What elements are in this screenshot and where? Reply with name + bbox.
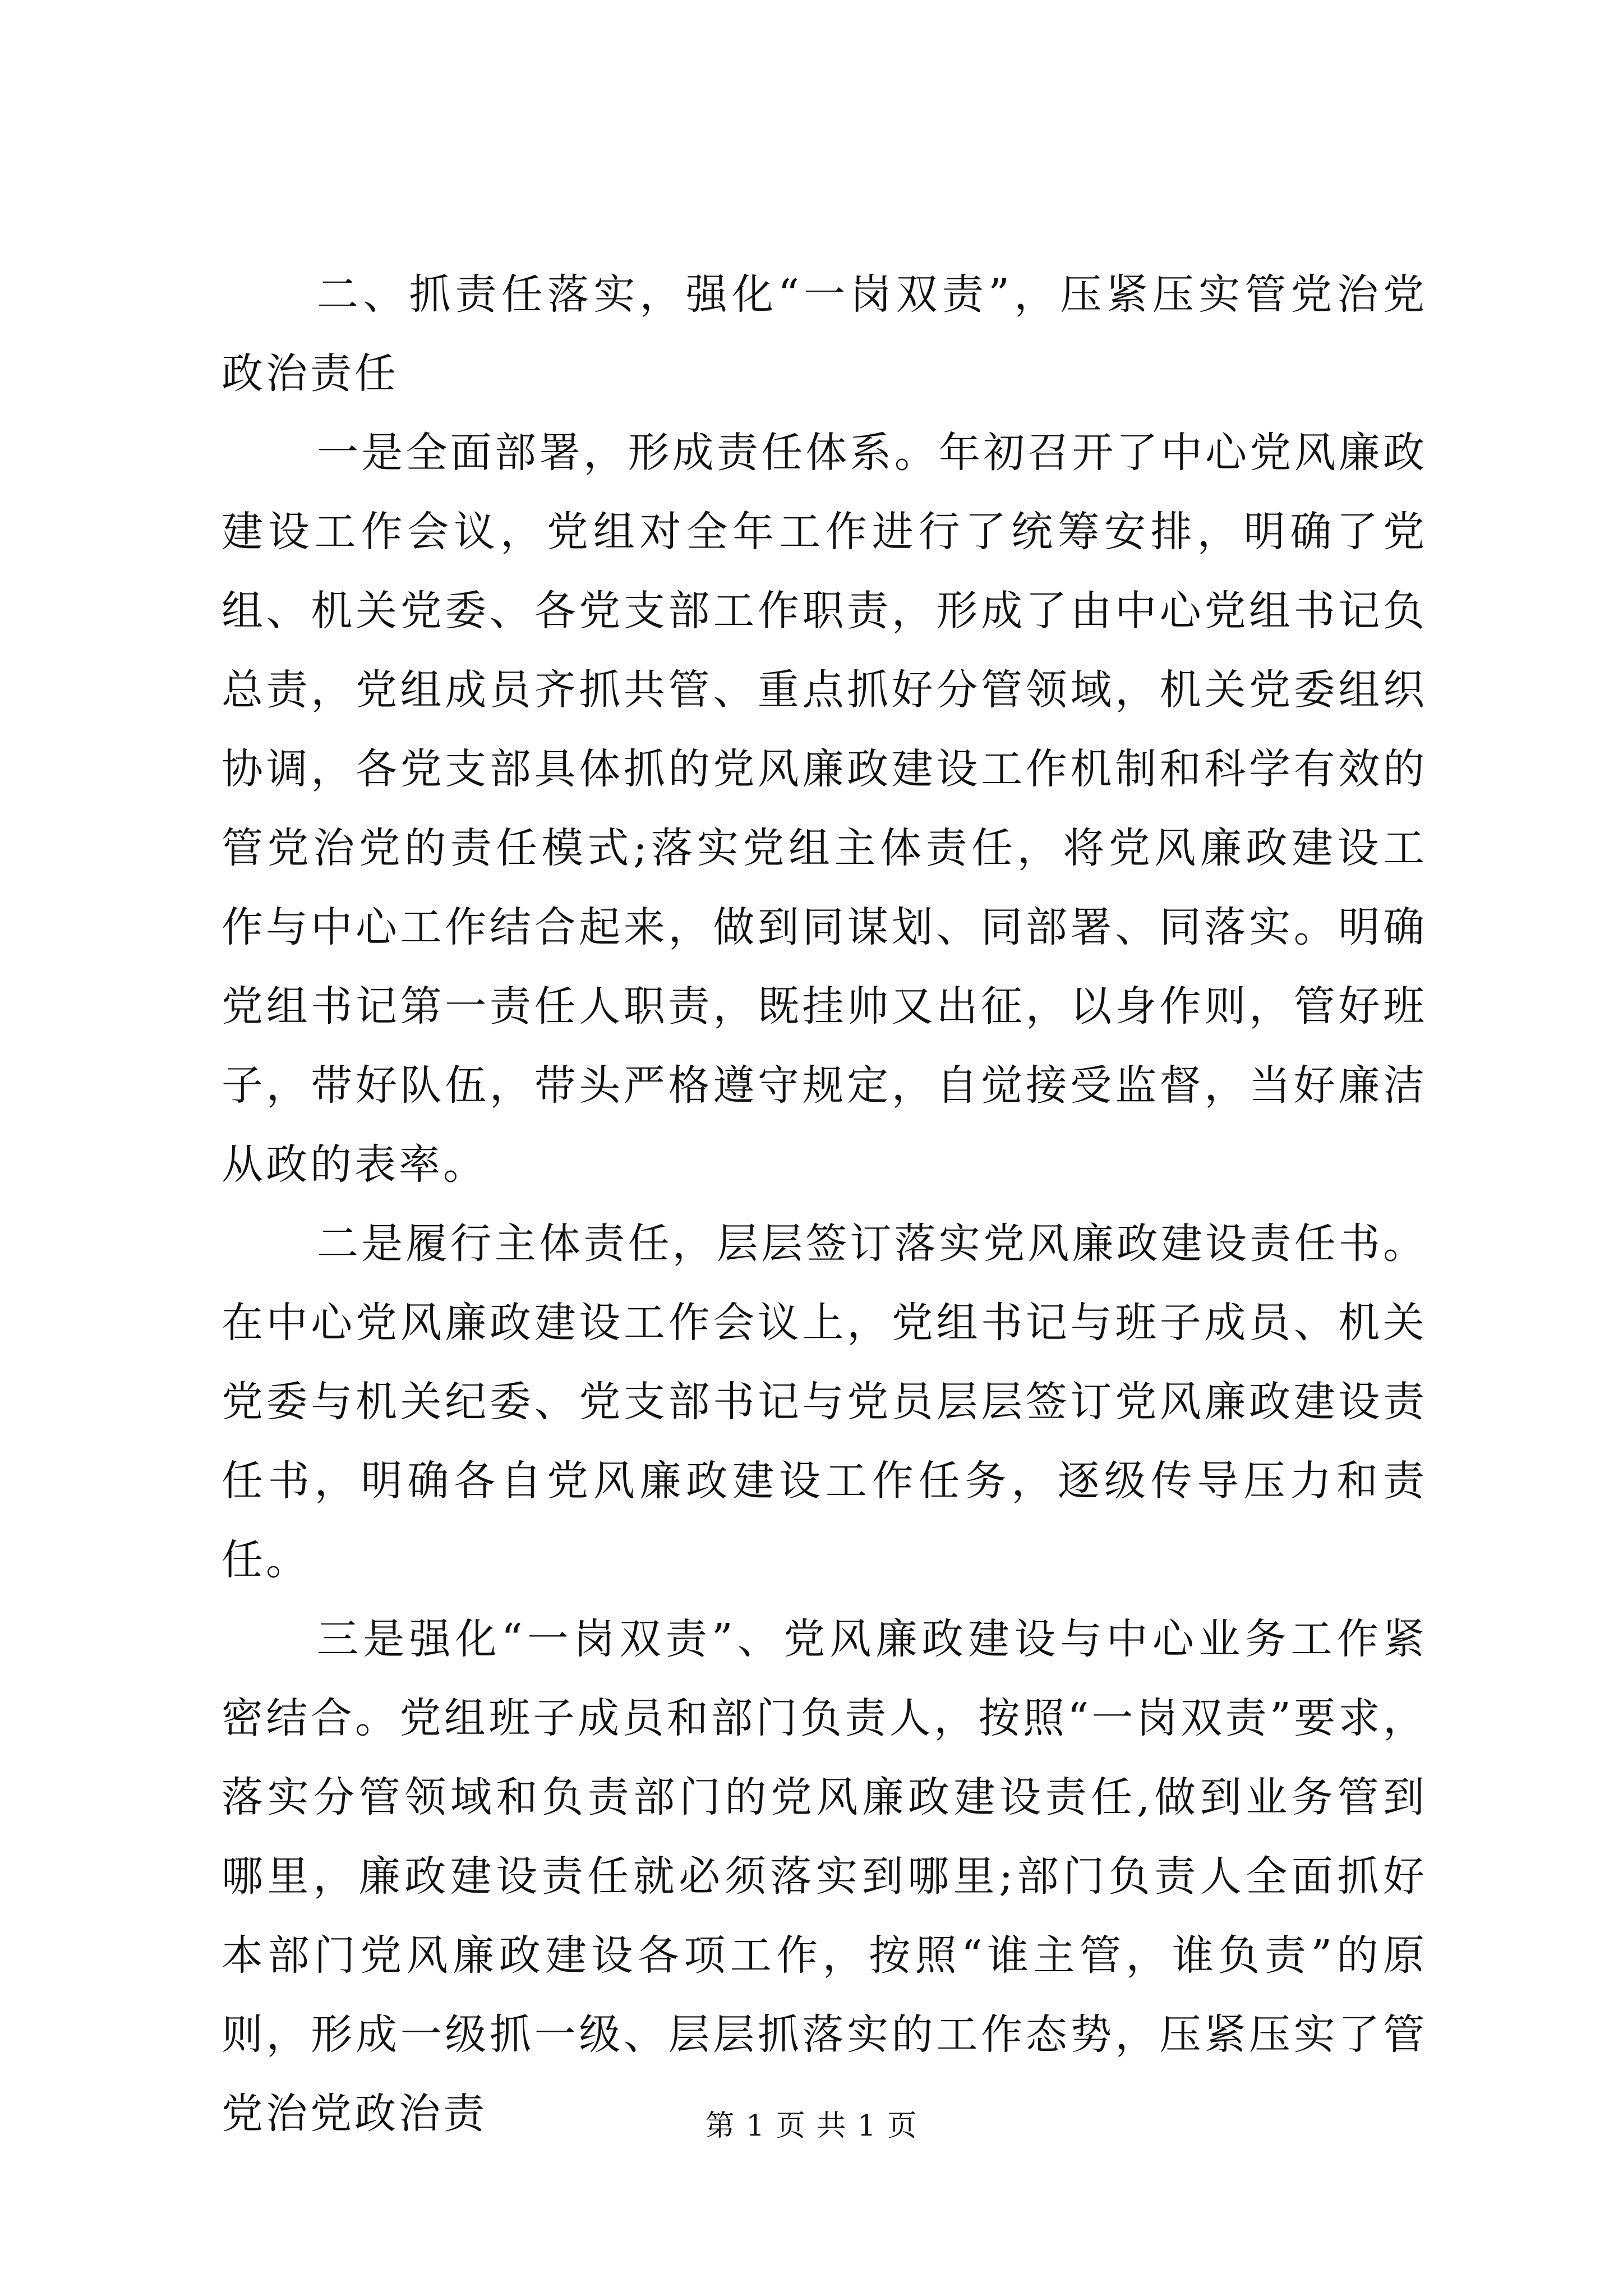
document-body xyxy=(222,255,1427,2154)
paragraph-3: 三是强化“一岗双责”、党风廉政建设与中心业务工作紧密结合。党组班子成员和部门负责人，按照“一岗双责”要求，落实分管领域和负责部门的党风廉政建设责任,做到业务管到哪里，廉政建设责任就必须落实到哪里;部门负责人全面抓好本部门党风廉政建设各项工作，按照“谁主管，谁负责”的原则，形成一级抓一级、层层抓落实的工作态势，压紧压实了管党治党政治责 xyxy=(222,1615,1427,2138)
section-heading: 二、抓责任落实，强化“一岗双责”，压紧压实管党治党政治责任 xyxy=(222,270,1427,398)
paragraph-2: 二是履行主体责任，层层签订落实党风廉政建设责任书。在中心党风廉政建设工作会议上，党组书记与班子成员、机关党委与机关纪委、党支部书记与党员层层签订党风廉政建设责任书，明确各自党风廉政建设工作任务，逐级传导压力和责任。 xyxy=(222,1220,1427,1584)
page-number-footer: 第 1 页 共 1 页 xyxy=(705,2109,918,2143)
paragraph-1: 一是全面部署，形成责任体系。年初召开了中心党风廉政建设工作会议，党组对全年工作进行了统筹安排，明确了党组、机关党委、各党支部工作职责，形成了由中心党组书记负总责，党组成员齐抓共管、重点抓好分管领域，机关党委组织协调，各党支部具体抓的党风廉政建设工作机制和科学有效的管党治党的责任模式;落实党组主体责任，将党风廉政建设工作与中心工作结合起来，做到同谋划、同部署、同落实。明确党组书记第一责任人职责，既挂帅又出征，以身作则，管好班子，带好队伍，带头严格遵守规定，自觉接受监督，当好廉洁从政的表率。 xyxy=(222,429,1427,1189)
